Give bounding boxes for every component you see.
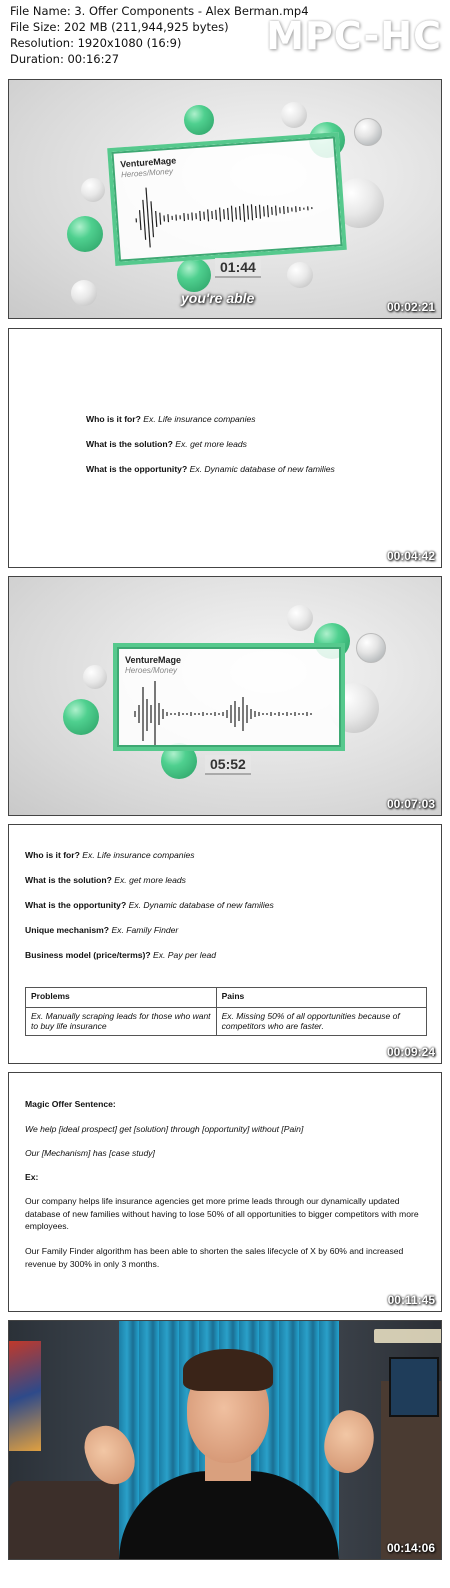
example-text: Ex. get more leads <box>175 439 247 449</box>
white-sphere <box>287 605 313 631</box>
panel-brand: VentureMage <box>119 155 177 170</box>
slide-heading: Magic Offer Sentence: <box>25 1099 116 1109</box>
table-cell: Ex. Missing 50% of all opportunities because of competitors who are faster. <box>216 1008 426 1036</box>
panel-subtitle: Heroes/Money <box>125 666 178 675</box>
example-text: Ex. Life insurance companies <box>143 414 256 424</box>
example-text: Ex. Life insurance companies <box>82 850 195 860</box>
audio-panel <box>113 643 345 751</box>
ceiling-lamp <box>374 1329 442 1343</box>
slide-line <box>86 414 256 424</box>
timer-display: 05:52 <box>205 755 251 775</box>
green-sphere <box>67 216 103 252</box>
timer-display: 01:44 <box>215 258 261 278</box>
slide-line <box>86 464 335 474</box>
green-sphere <box>184 105 214 135</box>
panel-brand: VentureMage <box>125 655 182 665</box>
glass-sphere <box>356 633 386 663</box>
example-text: Ex. get more leads <box>114 875 186 885</box>
waveform-icon <box>124 167 338 251</box>
question-label: Who is it for? <box>86 414 141 424</box>
file-name: File Name: 3. Offer Components - Alex Berman.mp4 <box>10 4 309 18</box>
frame-timestamp: 00:02:21 <box>386 300 435 314</box>
glass-sphere <box>354 118 382 146</box>
slide-line <box>25 875 186 885</box>
subtitle-caption: you're able <box>181 290 255 306</box>
question-label: Business model (price/terms)? <box>25 950 151 960</box>
example-text: Ex. Dynamic database of new families <box>189 464 335 474</box>
question-label: What is the opportunity? <box>25 900 127 910</box>
thumbnail-frame-5 <box>8 1072 442 1312</box>
example-text: Ex. Family Finder <box>111 925 179 935</box>
question-label: Unique mechanism? <box>25 925 110 935</box>
slide-line <box>25 900 274 910</box>
white-sphere <box>71 280 97 306</box>
frame-timestamp: 00:04:42 <box>386 549 435 563</box>
frame-timestamp: 00:11:45 <box>387 1293 435 1307</box>
slide-line <box>25 950 216 960</box>
question-label: Who is it for? <box>25 850 80 860</box>
thumbnail-frame-6 <box>8 1320 442 1560</box>
mechanism-template: Our [Mechanism] has [case study] <box>25 1148 155 1158</box>
thumbnail-frame-3 <box>8 576 442 816</box>
example-text: Ex. Pay per lead <box>153 950 217 960</box>
file-size: File Size: 202 MB (211,944,925 bytes) <box>10 20 229 34</box>
slide-line <box>25 925 178 935</box>
thumbnail-frame-4 <box>8 824 442 1064</box>
duration: Duration: 00:16:27 <box>10 52 120 66</box>
example-paragraph: Our Family Finder algorithm has been able to shorten the sales lifecycle of X by 60% and increased revenue by 300% in only 3 months. <box>25 1246 404 1269</box>
audio-panel <box>107 132 347 266</box>
thumbnail-frame-1 <box>8 79 442 319</box>
green-sphere <box>63 699 99 735</box>
white-sphere <box>81 178 105 202</box>
white-sphere <box>83 665 107 689</box>
wall-painting <box>9 1341 41 1451</box>
question-label: What is the opportunity? <box>86 464 188 474</box>
presenter-hair <box>183 1349 273 1391</box>
table-row <box>26 1008 427 1036</box>
example-label: Ex: <box>25 1172 39 1182</box>
slide-line <box>86 439 247 449</box>
white-sphere <box>287 262 313 288</box>
waveform-icon <box>127 675 337 745</box>
sofa <box>9 1481 129 1560</box>
wall-screen <box>389 1357 439 1417</box>
frame-timestamp: 00:14:06 <box>386 1541 435 1555</box>
frame-timestamp: 00:07:03 <box>386 797 435 811</box>
white-sphere <box>281 102 307 128</box>
resolution: Resolution: 1920x1080 (16:9) <box>10 36 182 50</box>
green-sphere <box>177 258 211 292</box>
table-cell: Ex. Manually scraping leads for those who want to buy life insurance <box>26 1008 217 1036</box>
example-paragraph: Our company helps life insurance agencies get more prime leads through our dynamically updated database of new families without having to lose 50% of all opportunities to bigger competitors with more employees. <box>25 1196 419 1231</box>
frame-timestamp: 00:09:24 <box>386 1045 435 1059</box>
offer-template: We help [ideal prospect] get [solution] through [opportunity] without [Pain] <box>25 1124 304 1134</box>
question-label: What is the solution? <box>25 875 112 885</box>
example-text: Ex. Dynamic database of new families <box>128 900 274 910</box>
question-label: What is the solution? <box>86 439 173 449</box>
table-header: Pains <box>216 988 426 1008</box>
brand-logo: MPC-HC <box>266 14 442 58</box>
problems-pains-table <box>25 987 427 1036</box>
slide-line <box>25 850 195 860</box>
panel-subtitle: Heroes/Money <box>120 166 174 180</box>
table-header: Problems <box>26 988 217 1008</box>
thumbnail-frame-2 <box>8 328 442 568</box>
file-info-header <box>0 0 450 78</box>
